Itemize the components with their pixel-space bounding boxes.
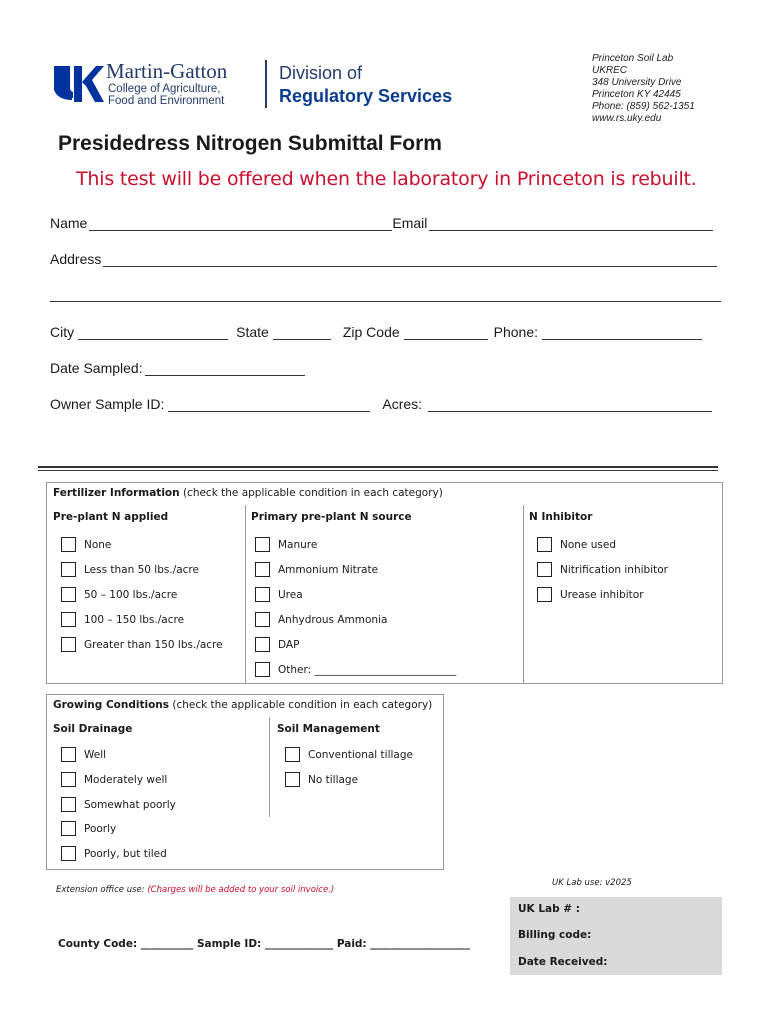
owner-row: [50, 396, 712, 412]
checkbox[interactable]: [537, 587, 552, 602]
option-poorly-tiled[interactable]: Poorly, but tiled: [61, 846, 167, 861]
checkbox[interactable]: [61, 821, 76, 836]
date-sampled-field[interactable]: [145, 362, 305, 376]
email-label: Email: [392, 215, 428, 231]
checkbox[interactable]: [285, 772, 300, 787]
lab-address: Princeton Soil Lab UKREC 348 University Drive Princeton KY 42445 Phone: (859) 562-1351 www.rs.uky.edu: [592, 53, 695, 124]
division-name-line1: Division of: [279, 63, 363, 83]
checkbox[interactable]: [255, 537, 270, 552]
fertilizer-title: Fertilizer Information (check the applicable condition in each category): [53, 487, 443, 499]
name-label: Name: [50, 215, 88, 231]
address-label: Address: [50, 251, 102, 267]
phone-field[interactable]: [542, 326, 702, 340]
option-50-100[interactable]: 50 – 100 lbs./acre: [61, 587, 177, 602]
state-field[interactable]: [273, 326, 331, 340]
option-dap[interactable]: DAP: [255, 637, 299, 652]
soil-management-heading: Soil Management: [277, 723, 380, 735]
division-name-line2: Regulatory Services: [279, 86, 453, 106]
city-field[interactable]: [78, 326, 228, 340]
column-divider: [269, 717, 270, 817]
checkbox[interactable]: [61, 846, 76, 861]
owner-sample-id-label: Owner Sample ID:: [50, 396, 165, 412]
email-field[interactable]: [429, 217, 713, 231]
checkbox[interactable]: [61, 537, 76, 552]
phone-label: Phone:: [493, 324, 539, 340]
n-inhibitor-heading: N Inhibitor: [529, 511, 593, 523]
checkbox[interactable]: [61, 637, 76, 652]
college-subtitle: College of Agriculture, Food and Environment: [108, 83, 225, 107]
checkbox[interactable]: [537, 537, 552, 552]
header-divider: [265, 60, 267, 108]
name-email-row: [50, 215, 713, 231]
option-ammonium-nitrate[interactable]: Ammonium Nitrate: [255, 562, 378, 577]
fertilizer-box: [46, 482, 723, 684]
option-anhydrous-ammonia[interactable]: Anhydrous Ammonia: [255, 612, 387, 627]
date-received: Date Received:: [518, 956, 608, 968]
uk-logo: [52, 60, 104, 106]
name-field[interactable]: [89, 217, 392, 231]
checkbox[interactable]: [255, 637, 270, 652]
column-divider: [245, 505, 246, 684]
date-row: [50, 360, 305, 376]
checkbox[interactable]: [61, 747, 76, 762]
address-field-2[interactable]: [50, 288, 721, 302]
checkbox[interactable]: [537, 562, 552, 577]
option-urea[interactable]: Urea: [255, 587, 303, 602]
checkbox[interactable]: [61, 612, 76, 627]
growing-box: [46, 694, 444, 870]
city-row: [50, 324, 702, 340]
growing-title: Growing Conditions (check the applicable condition in each category): [53, 699, 433, 711]
owner-sample-id-field[interactable]: [168, 398, 370, 412]
uk-lab-number: UK Lab # :: [518, 903, 580, 915]
option-greater-150[interactable]: Greater than 150 lbs./acre: [61, 637, 223, 652]
state-label: State: [236, 324, 269, 340]
option-none[interactable]: None: [61, 537, 111, 552]
checkbox[interactable]: [255, 612, 270, 627]
checkbox[interactable]: [285, 747, 300, 762]
checkbox[interactable]: [255, 562, 270, 577]
notice-text: This test will be offered when the laboratory in Princeton is rebuilt.: [76, 168, 697, 190]
option-manure[interactable]: Manure: [255, 537, 317, 552]
option-somewhat-poorly[interactable]: Somewhat poorly: [61, 797, 176, 812]
address-row: [50, 251, 717, 267]
option-nitrification[interactable]: Nitrification inhibitor: [537, 562, 668, 577]
option-conventional-tillage[interactable]: Conventional tillage: [285, 747, 413, 762]
option-no-tillage[interactable]: No tillage: [285, 772, 358, 787]
option-well[interactable]: Well: [61, 747, 106, 762]
county-sample-paid-row[interactable]: County Code: __________ Sample ID: _____________ Paid: ___________________: [58, 938, 471, 950]
option-less-50[interactable]: Less than 50 lbs./acre: [61, 562, 199, 577]
extension-office-note: Extension office use: (Charges will be added to your soil invoice.): [56, 885, 335, 895]
checkbox[interactable]: [61, 562, 76, 577]
separator-line-thin: [38, 470, 718, 471]
zip-label: Zip Code: [342, 324, 400, 340]
option-100-150[interactable]: 100 – 150 lbs./acre: [61, 612, 184, 627]
address-row-2: [50, 288, 721, 302]
soil-drainage-heading: Soil Drainage: [53, 723, 133, 735]
uk-lab-use-label: UK Lab use: v2025: [552, 878, 632, 888]
form-title: Presidedress Nitrogen Submittal Form: [58, 132, 442, 155]
college-name: Martin-Gatton: [106, 59, 228, 83]
checkbox[interactable]: [255, 662, 270, 677]
uk-lab-box: [510, 897, 722, 975]
checkbox[interactable]: [255, 587, 270, 602]
separator-line: [38, 466, 718, 468]
zip-field[interactable]: [404, 326, 488, 340]
n-source-heading: Primary pre-plant N source: [251, 511, 412, 523]
option-moderately-well[interactable]: Moderately well: [61, 772, 167, 787]
city-label: City: [50, 324, 75, 340]
checkbox[interactable]: [61, 587, 76, 602]
checkbox[interactable]: [61, 797, 76, 812]
pre-plant-heading: Pre-plant N applied: [53, 511, 169, 523]
option-urease[interactable]: Urease inhibitor: [537, 587, 644, 602]
option-none-used[interactable]: None used: [537, 537, 616, 552]
acres-field[interactable]: [428, 398, 712, 412]
option-other[interactable]: Other: ___________________________: [255, 662, 456, 677]
address-field[interactable]: [103, 253, 717, 267]
billing-code: Billing code:: [518, 929, 592, 941]
acres-label: Acres:: [382, 396, 423, 412]
date-sampled-label: Date Sampled:: [50, 360, 143, 376]
checkbox[interactable]: [61, 772, 76, 787]
option-poorly[interactable]: Poorly: [61, 821, 116, 836]
column-divider: [523, 505, 524, 684]
